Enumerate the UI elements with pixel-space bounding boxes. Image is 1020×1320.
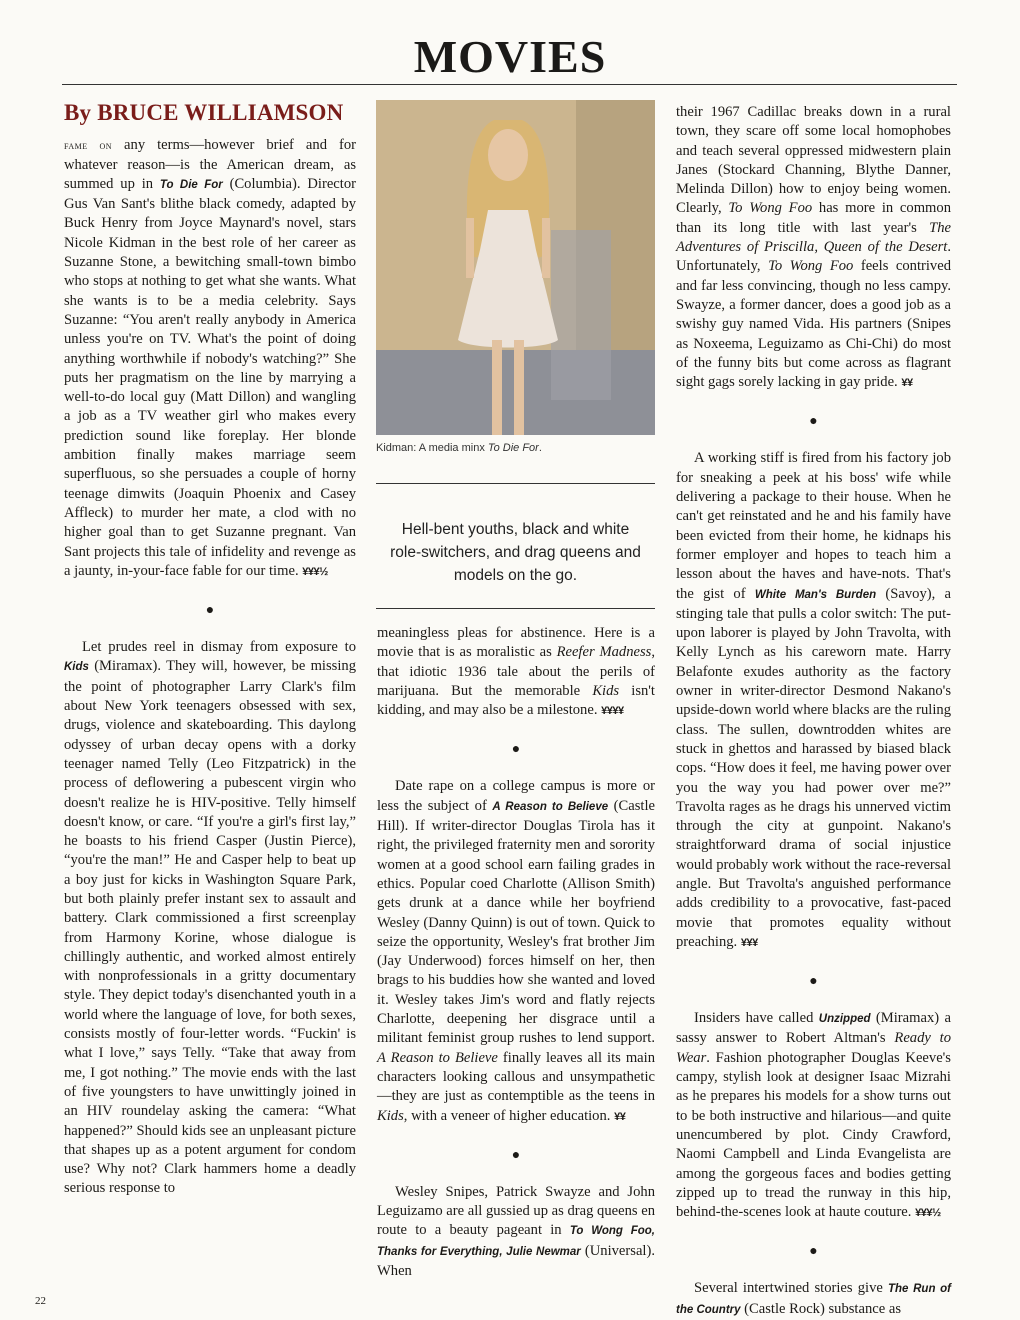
photo-caption [376,442,655,454]
caption-text: . [538,442,542,454]
text: (Miramax) a sassy answer to Robert Altman's [676,1010,951,1047]
film-title: To Wong Foo [768,258,854,275]
film-title: The Adventures of Priscilla, Queen of the Desert [676,219,951,256]
text: (Universal). When [377,1242,655,1280]
review-unzipped [676,1009,951,1223]
rating: ¥¥ [614,1110,626,1123]
section-bullet: ● [809,1244,818,1260]
photo-illustration [376,100,655,435]
review-a-reason-to-believe [377,777,655,1126]
text: . Fashion photographer Douglas Keeve's campy, stylish look at designer Isaac Mizrahi as he prepares his models for a show turns out to be both instructive and hilarious—and quite unencumbered by plot. Cindy Crawford, Naomi Campbell and Linda Evangelista are among the gorgeous faces and bodies getting zipped up to tread the runway in this hip, behind-the-scenes look at haute couture. [676,1049,951,1221]
section-title: MOVIES [413,31,607,82]
header-rule [62,84,957,85]
text: feels contrived and far less convincing, though no less campy. Swayze, a former dancer, does a good job as a swishy guy named Vida. His partners (Snipes as Noxeema, Leguizamo as Chi-Chi) do most of the funny bits but come across as flagrant sight gags sorely lacking in gay pride. [676,258,951,391]
text: . Unfortunately, [676,239,951,275]
column-1 [64,100,357,1199]
column-2 [377,624,655,1281]
drop-lead: fame on [64,138,113,153]
byline: By BRUCE WILLIAMSON [64,100,344,125]
film-title: Reefer Madness [556,644,652,661]
film-title: The Run of the Country [676,1283,951,1316]
review-to-die-for [64,136,356,582]
rating: ¥¥¥¥ [601,705,624,718]
column-3 [676,103,951,1320]
page-number: 22 [35,1295,46,1307]
text: (Columbia). Director Gus Van Sant's blithe black comedy, adapted by Buck Henry from Joyce Maynard's novel, stars Nicole Kidman in the best role of her career as Suzanne Stone, a bewitching small-town bimbo who stops at nothing to get what she wants. What she wants is to be a media celebrity. Says Suzanne: “You aren't really anybody in America unless you're on TV. What's the point of doing anything worthwhile if nobody's watching?” She puts her pragmatism on the line by marrying a well-to-do local guy (Matt Dillon) and wangling a job as a TV weather girl who makes every prediction sound like foreplay. Her blonde ambition finally makes marriage seem superfluous, so she persuades a couple of horny teenage dimwits (Joaquin Phoenix and Casey Affleck) to murder her mate, a clod with no higher goal than to get Suzanne pregnant. Van Sant projects this tale of infidelity and revenge as a jaunty, in-your-face fable for our time. [64,175,356,579]
review-kids-continued [377,624,655,721]
text: Date rape on a college campus is more or less the subject of [377,778,655,814]
film-title: Unzipped [818,1013,871,1026]
text: , with a veneer of higher education. [403,1107,615,1124]
pull-quote-top-rule [376,483,655,484]
rating: ¥¥¥½ [915,1207,941,1220]
review-run-of-the-country [676,1279,951,1320]
text: Several intertwined stories give [694,1280,888,1297]
text: their 1967 Cadillac breaks down in a rural town, they scare off some local homophobes and teach several oppressed midwestern plain Janes (Stockard Channing, Blythe Danner, Melinda Dillon) how to enjoy being women. Clearly, [676,104,951,217]
text: has more in common than its long title with last year's [676,200,951,236]
film-title: White Man's Burden [754,588,877,601]
section-bullet: ● [809,414,818,430]
film-title: Kids [377,1107,404,1124]
caption-text: Kidman: A media minx [376,442,488,454]
review-to-wong-foo-continued [676,103,951,393]
film-title: Kids [592,682,620,699]
kidman-photo [376,100,655,435]
film-title: To Die For [159,178,223,191]
section-bullet: ● [205,603,215,619]
rating: ¥¥¥½ [302,565,328,578]
review-to-wong-foo [377,1183,655,1281]
review-white-mans-burden [676,449,951,953]
text: (Miramax). They will, however, be missing the point of photographer Larry Clark's film about New York teenagers obsessed with sex, drugs, violence and skateboarding. This daylong odyssey of urban decay opens with a dorky teenager named Telly (Leo Fitzpatrick) in the process of deflowering a pubescent virgin who doesn't realize he is HIV-positive. Telly himself doesn't know, or care. “If you're a girl's first lay,” he boasts to his friend Casper (Justin Pierce), “you're the man!” He and Casper help to beat up a boy just for kicks in Washington Square Park, but both plainly prefer instant sex to assault and battery. Clark commissioned a first screenplay from Harmony Korine, whose dialogue is chillingly authentic, and worked almost entirely with nonprofessionals in a gritty documentary style. They depict today's disenchanted youth in a world where the language of love, for both sexes, consists mostly of four-letter words. “Fuckin' is what I love,” says Telly. “Take that away from me, I got nothing.” The movie ends with the last of five youngsters to have unwittingly joined in an HIV roundelay asking the camera: “What happened?” Should kids see an unpleasant picture that shapes up as a potent argument for condom use? Why not? Clark hammers home a deadly serious response to [64,658,356,1197]
text: Insiders have called [694,1010,819,1027]
film-title: Ready to Wear [676,1030,952,1066]
text: any terms—however brief and for whatever reason—is the American dream, as summed up in [64,137,357,192]
caption-title: To Die For [487,442,539,454]
film-title: Kids [64,661,89,674]
film-title: A Reason to Believe [377,1049,498,1066]
review-kids [64,638,356,1199]
rating: ¥¥¥ [740,936,758,949]
text: (Savoy), a stinging tale that pulls a color switch: The put-upon laborer is played by John Travolta, with Kelly Lynch as his careworn mate. Harry Belafonte exudes authority as the factory owner in writer-director Desmond Nakano's upside-down world where blacks are the ruling class. The sullen, downtrodden whites are stuck in ghettos and harassed by biased black cops. “How does it feel, me having power over you the way you had power over me?” Travolta rages as he drags his unnerved victim through the city at gunpoint. Nakano's straightforward drama of social injustice would probably work without the race-reversal angle. But Travolta's anguished performance adds credibility to a provocative, fast-paced movie that promotes equality without preaching. [676,585,951,950]
text: (Castle Hill). If writer-director Douglas Tirola has it right, the privileged fraternity men and sorority women at a good school earn failing grades in ethics. Popular coed Charlotte (Allison Smith) gets drunk at a dance while her boyfriend Wesley (Danny Quinn) is out of town. Quick to seize the opportunity, Wesley's frat brother Jim (Jay Underwood) forces himself on her, then brags to his buddies how she wanted and loved it. Wesley takes Jim's word and flatly rejects Charlotte, deepening her disgrace until a militant feminist group rushes to lend support. [377,797,655,1047]
text: Wesley Snipes, Patrick Swayze and John Leguizamo are all gussied up as drag queens en route to a beauty pageant in [377,1183,655,1239]
film-title: To Wong Foo [728,200,813,217]
text: A working stiff is fired from his factory job for sneaking a peek at his boss' wife while delivering a package to their house. When he can't get reinstated and he and his family have been evicted from their home, he kidnaps his former employer and hopes to teach him a lesson about the haves and have-nots. That's the gist of [676,450,951,602]
text: (Castle Rock) substance as [740,1300,902,1317]
film-title: To Wong Foo, Thanks for Everything, Julie Newmar [377,1225,655,1258]
text: meaningless pleas for abstinence. Here is a movie that is as moralistic as [377,625,655,661]
text: , that idiotic 1936 tale about the perils of marijuana. But the memorable [377,644,655,699]
text: isn't kidding, and may also be a milestone. [377,682,655,719]
text: Let prudes reel in dismay from exposure to [82,639,356,656]
pull-quote-bottom-rule [376,608,655,609]
section-bullet: ● [511,742,521,758]
pull-quote: Hell-bent youths, black and white role-switchers, and drag queens and models on the go. [390,521,641,584]
section-bullet: ● [511,1147,521,1163]
film-title: A Reason to Believe [492,800,609,813]
text: finally leaves all its main characters looking callous and unsympathetic—they are just as contemptible as the teens in [377,1049,656,1105]
rating: ¥¥ [901,377,913,390]
section-bullet: ● [809,974,818,990]
